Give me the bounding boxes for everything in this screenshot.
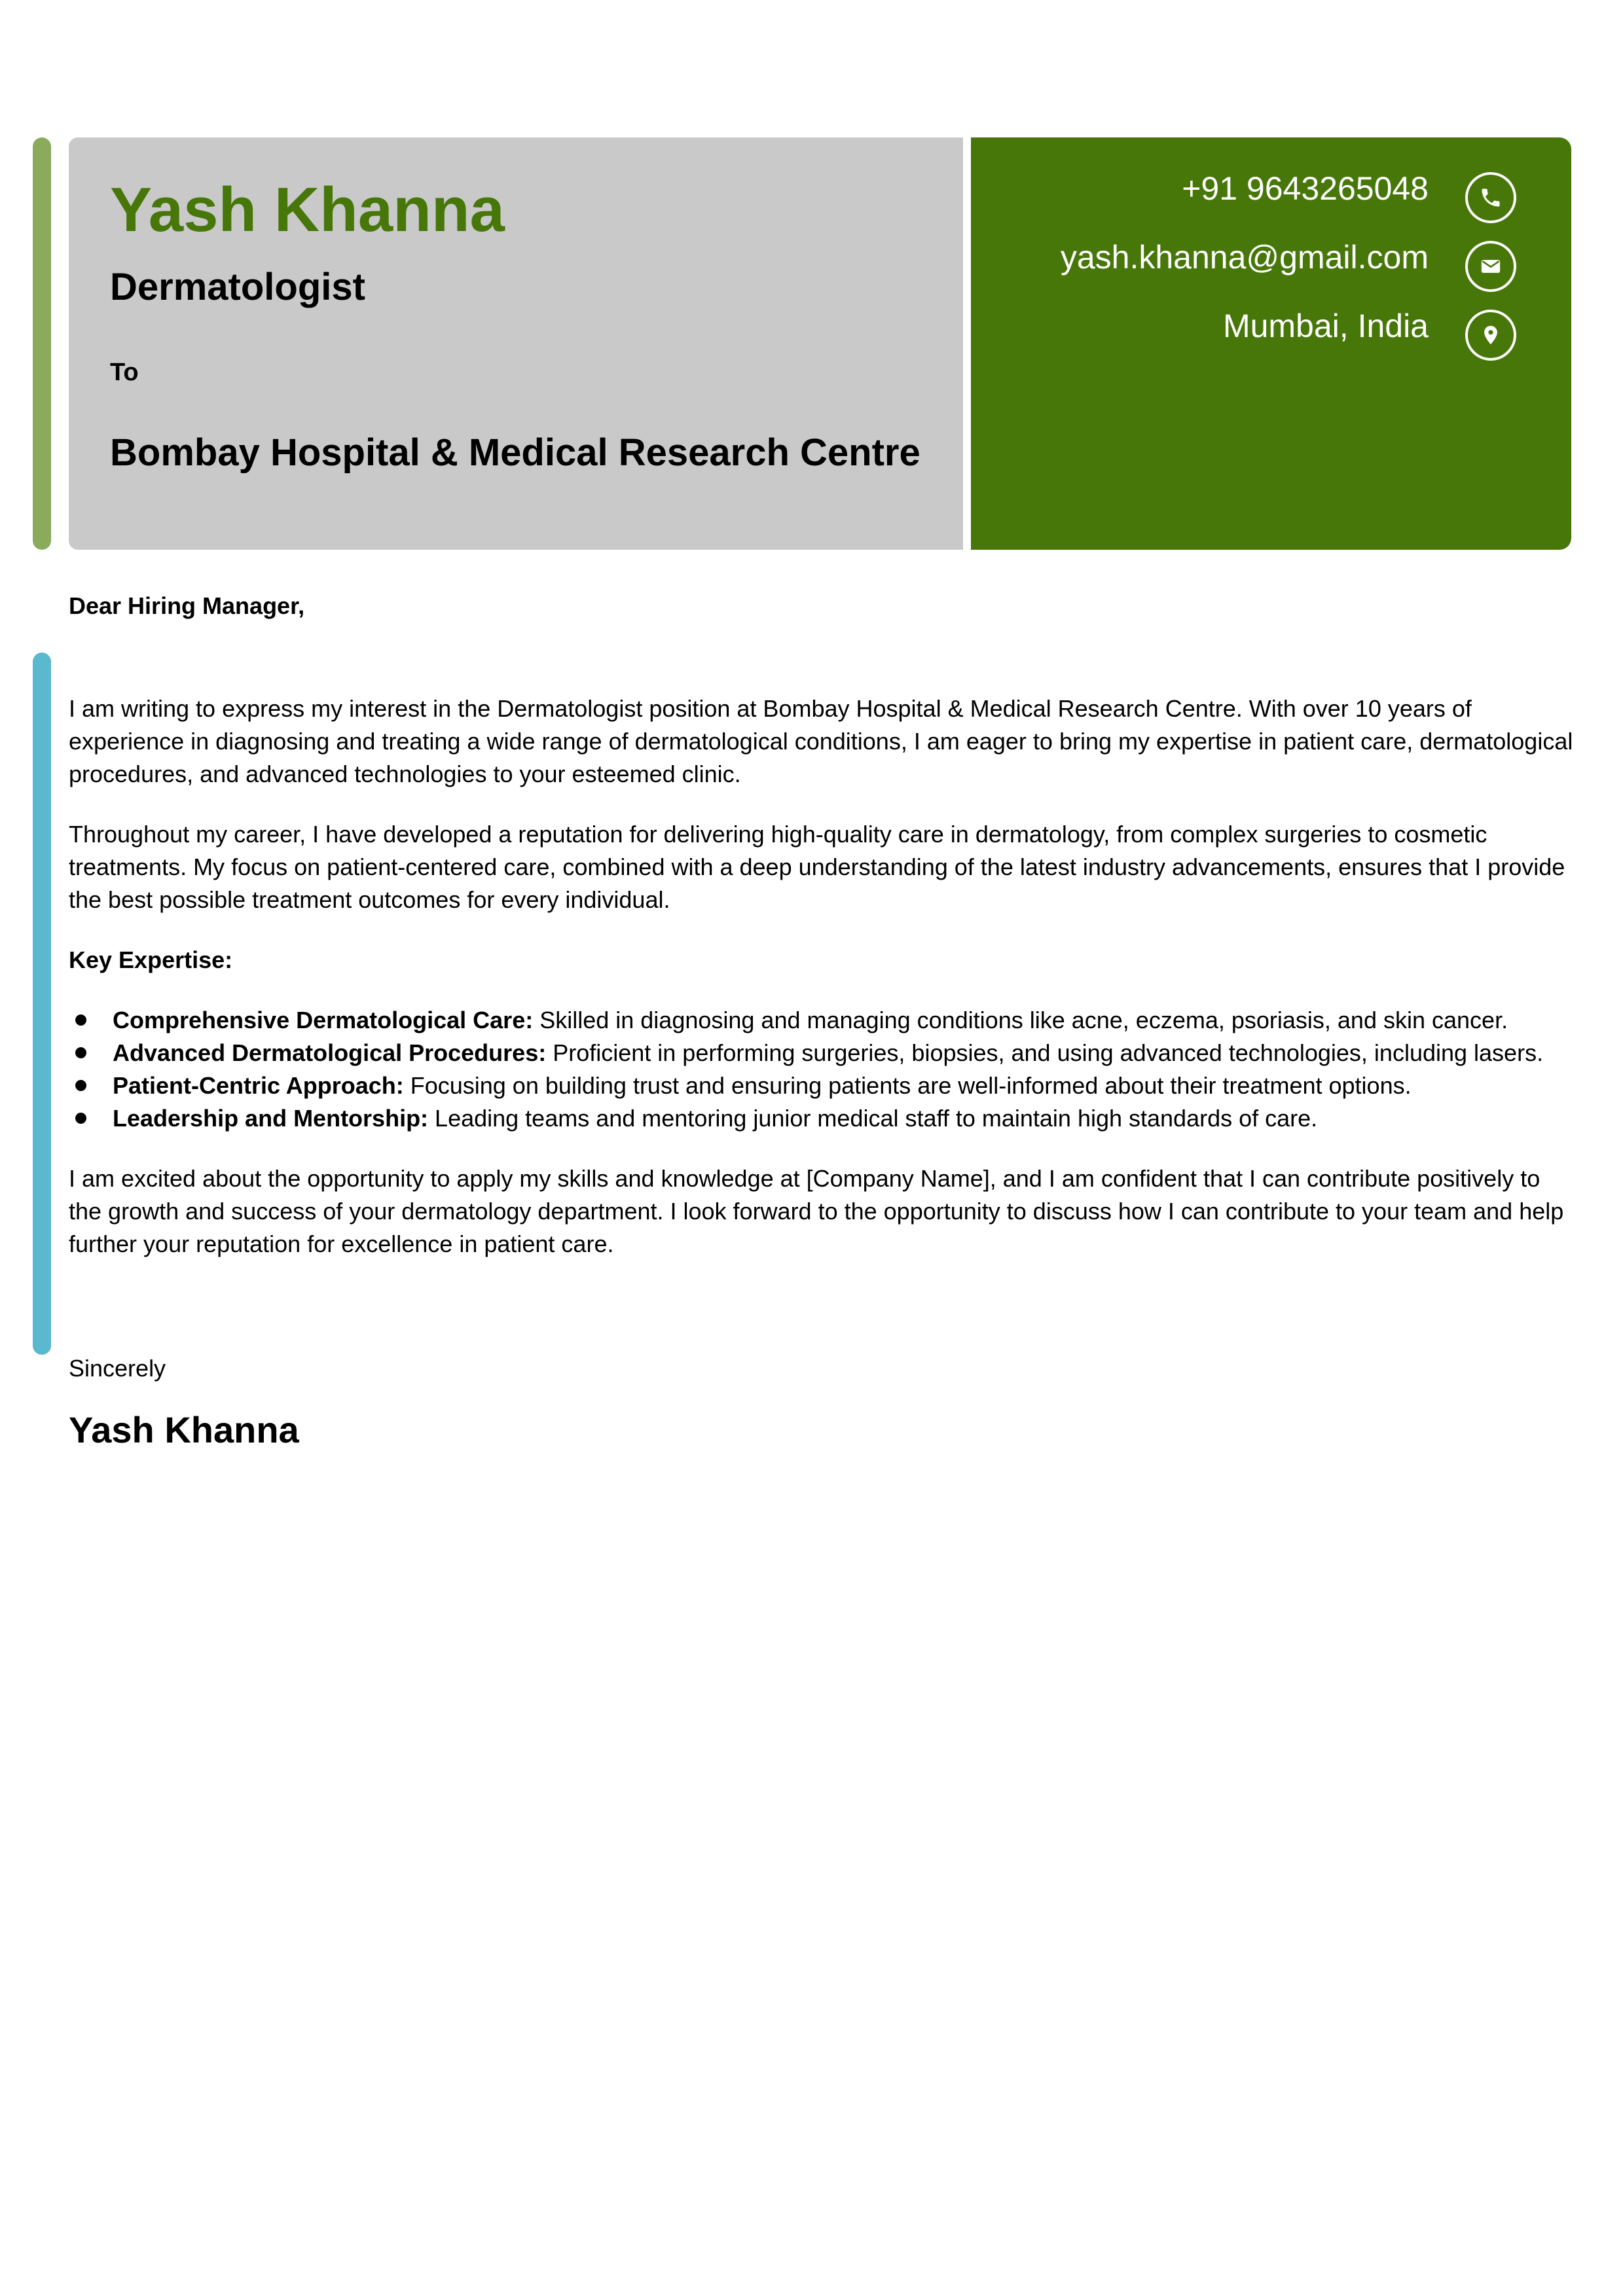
contact-phone[interactable]: +91 9643265048 [1182, 170, 1429, 207]
letter-body [69, 692, 1575, 1288]
body-accent-bar [33, 653, 51, 1355]
expertise-item [69, 1004, 1575, 1037]
expertise-desc: Proficient in performing surgeries, biopsies, and using advanced technologies, including lasers. [546, 1039, 1544, 1066]
expertise-list [69, 1004, 1575, 1135]
expertise-term: Advanced Dermatological Procedures: [113, 1039, 547, 1066]
expertise-desc: Skilled in diagnosing and managing conditions like acne, eczema, psoriasis, and skin cancer. [533, 1007, 1508, 1033]
contact-panel [971, 137, 1571, 550]
to-label: To [110, 359, 139, 386]
expertise-term: Comprehensive Dermatological Care: [113, 1007, 534, 1033]
signature-name: Yash Khanna [69, 1409, 299, 1450]
contact-phone-row [1182, 170, 1516, 225]
header-identity-panel [69, 137, 963, 550]
expertise-desc: Focusing on building trust and ensuring patients are well-informed about their treatment options. [403, 1072, 1412, 1099]
recipient-organization: Bombay Hospital & Medical Research Centre [110, 431, 921, 474]
expertise-desc: Leading teams and mentoring junior medical staff to maintain high standards of care. [428, 1105, 1318, 1132]
expertise-item [69, 1102, 1575, 1135]
paragraph-career: Throughout my career, I have developed a reputation for delivering high-quality care in dermatology, from complex surgeries to cosmetic treatments. My focus on patient-centered care, combined with a deep understanding of the latest industry advancements, ensures that I provide the best possible treatment outcomes for every individual. [69, 821, 1565, 913]
map-pin-icon [1465, 310, 1516, 361]
paragraph-closing: I am excited about the opportunity to apply my skills and knowledge at [Company Name], and I am confident that I can contribute positively to the growth and success of your dermatology department. I look forward to the opportunity to discuss how I can contribute to your team and help further your reputation for excellence in patient care. [69, 1165, 1564, 1257]
expertise-item [69, 1069, 1575, 1102]
closing-phrase: Sincerely [69, 1355, 166, 1382]
applicant-name: Yash Khanna [110, 175, 505, 245]
envelope-icon [1465, 241, 1516, 292]
phone-icon [1465, 172, 1516, 223]
paragraph-intro: I am writing to express my interest in the Dermatologist position at Bombay Hospital & Medical Research Centre. With over 10 years of experience in diagnosing and treating a wide range of dermatological conditions, I am eager to bring my expertise in patient care, dermatological procedures, and advanced technologies to your esteemed clinic. [69, 695, 1573, 787]
expertise-term: Patient-Centric Approach: [113, 1072, 404, 1099]
contact-location-row [1223, 308, 1516, 363]
contact-email-row [1061, 239, 1516, 294]
job-title: Dermatologist [110, 266, 365, 308]
expertise-item [69, 1037, 1575, 1069]
header-accent-bar [33, 137, 51, 550]
key-expertise-heading: Key Expertise: [69, 946, 233, 973]
contact-email[interactable]: yash.khanna@gmail.com [1060, 239, 1429, 276]
contact-location: Mumbai, India [1222, 308, 1429, 344]
salutation: Dear Hiring Manager, [69, 592, 305, 619]
expertise-term: Leadership and Mentorship: [113, 1105, 429, 1132]
